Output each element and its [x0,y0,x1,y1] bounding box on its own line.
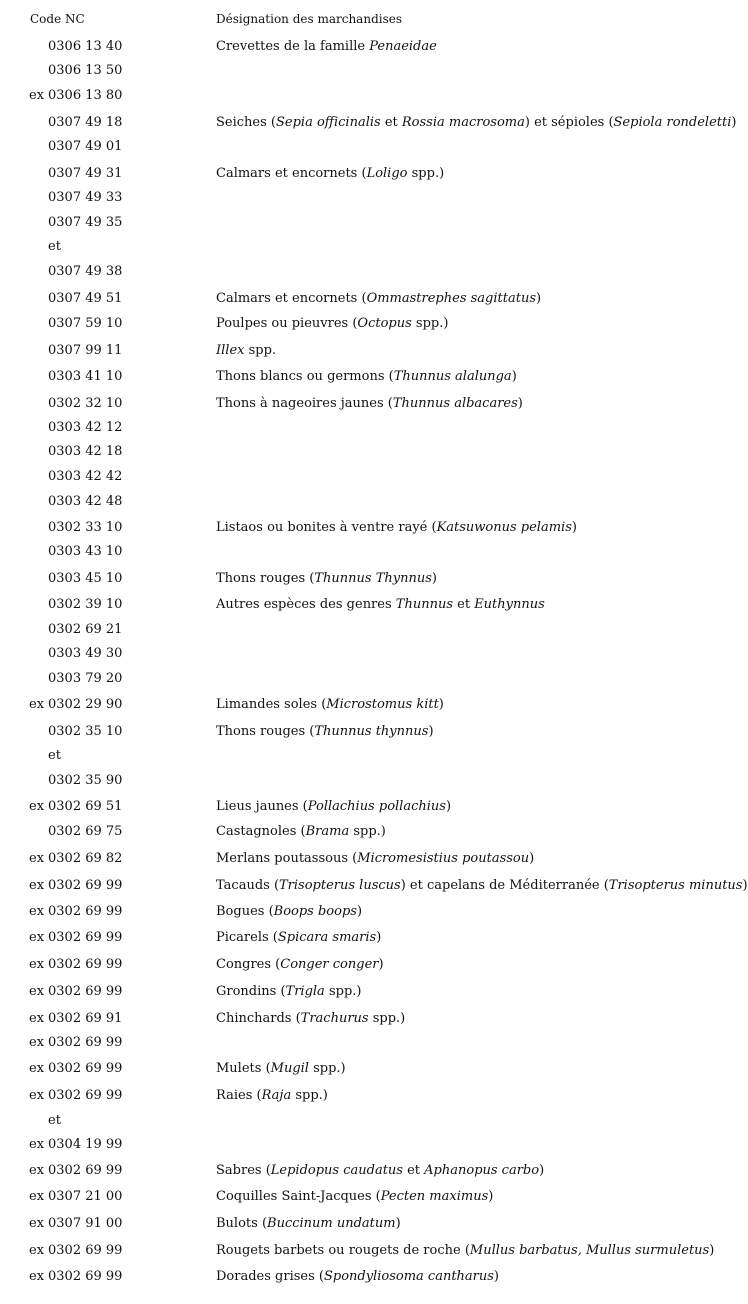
goods-designation [216,38,728,56]
nc-code: 0302 69 82 [48,851,123,866]
goods-designation [216,315,728,333]
designation-text: Limandes soles ( [216,697,327,712]
species-name: Mugil [270,1061,309,1076]
nc-code: 0302 35 10 [48,724,123,739]
nc-code: et [48,1113,61,1128]
nc-code: 0302 69 75 [48,824,123,839]
designation-text: Picarels ( [216,930,278,945]
designation-text: ) [529,851,535,866]
code-prefix: ex [29,1243,45,1258]
designation-text: ) [539,1163,545,1178]
goods-designation [216,903,728,921]
table-header [0,12,736,30]
designation-text: et [380,115,402,130]
designation-text: ) [511,369,517,384]
species-name: Thunnus albacares [392,396,518,411]
designation-text: Thons blancs ou germons ( [216,369,394,384]
designation-text: Bogues ( [216,904,274,919]
code-prefix: ex [29,1216,45,1231]
designation-text: ) [431,571,437,586]
nc-code: 0307 49 18 [48,115,123,130]
goods-designation [216,1060,728,1078]
nc-code: 0302 69 21 [48,622,123,637]
designation-text: Crevettes de la famille [216,39,370,54]
nc-code: 0303 43 10 [48,544,123,559]
nc-code: 0307 59 10 [48,316,123,331]
species-name: Thunnus [395,597,453,612]
goods-designation [216,395,728,413]
nc-code: 0302 69 99 [48,1088,123,1103]
species-name: Spicara smaris [277,930,377,945]
species-name: Raja [261,1088,292,1103]
code-prefix: ex [29,984,45,999]
designation-text: et [402,1163,425,1178]
designation-text: Thons rouges ( [216,724,315,739]
designation-text: ) [536,291,542,306]
designation-column-header: Désignation des marchandises [216,12,403,26]
code-column-header: Code NC [30,12,85,26]
nc-code: 0307 99 11 [48,343,123,358]
designation-text: ) [356,904,363,919]
designation-text: ) [517,396,523,411]
species-name: Octopus [357,316,412,331]
designation-text: ) [731,115,737,130]
nc-code: 0302 29 90 [48,697,123,712]
species-name: Euthynnus [474,597,545,612]
nc-code: 0307 49 01 [48,139,123,154]
designation-text: spp.) [368,1011,406,1026]
species-name: Loligo [366,166,408,181]
nc-code: 0306 13 50 [48,63,123,78]
designation-text: spp.) [349,824,386,839]
nc-code: 0303 42 18 [48,444,123,459]
goods-designation [216,877,748,895]
designation-text: Autres espèces des genres [216,597,396,612]
species-name: Thunnus alalunga [393,369,512,384]
designation-text: ) et capelans de Méditerranée ( [400,878,609,893]
designation-text: Thons à nageoires jaunes ( [216,396,393,411]
designation-text: et [453,597,475,612]
designation-text: Congres ( [216,957,281,972]
species-name: Thunnus thynnus [314,724,429,739]
goods-designation [216,114,737,132]
species-name: Pecten maximus [380,1189,489,1204]
code-prefix: ex [29,88,45,103]
nc-code: 0304 19 99 [48,1137,123,1152]
nc-code: 0302 33 10 [48,520,123,535]
goods-designation [216,696,728,714]
goods-designation [216,850,728,868]
nc-code: 0303 42 48 [48,494,123,509]
nc-code: 0302 39 10 [48,597,123,612]
goods-designation [216,165,728,183]
designation-text: spp.) [308,1061,346,1076]
designation-text: ) [488,1189,494,1204]
goods-designation [216,798,728,816]
nc-code: 0302 69 91 [48,1011,123,1026]
designation-text: spp. [244,343,277,358]
nc-code: 0307 49 31 [48,166,123,181]
designation-text: ) et sépioles ( [524,115,614,130]
nc-code: 0302 69 99 [48,1269,123,1284]
species-name: Thunnus Thynnus [314,571,432,586]
nc-code: et [48,239,61,254]
code-prefix: ex [29,1269,45,1284]
code-prefix: ex [29,930,45,945]
nc-code: 0303 79 20 [48,671,123,686]
code-prefix: ex [29,878,45,893]
species-name: Boops boops [273,904,357,919]
nc-code: 0302 69 99 [48,957,123,972]
designation-text: Seiches ( [216,115,276,130]
code-prefix: ex [29,1061,45,1076]
goods-designation [216,1010,728,1028]
designation-text: ) [378,957,384,972]
species-name: Lepidopus caudatus [270,1163,403,1178]
designation-text: ) [428,724,434,739]
goods-designation [216,570,728,588]
nc-code: 0307 49 51 [48,291,123,306]
goods-designation [216,368,728,386]
goods-designation [216,983,728,1001]
designation-text: Merlans poutassous ( [216,851,358,866]
goods-designation [216,956,728,974]
designation-text: ) [445,799,452,814]
code-prefix: ex [29,1035,45,1050]
code-prefix: ex [29,1011,45,1026]
species-name: Spondyliosoma cantharus [323,1269,494,1284]
nc-code: 0302 69 99 [48,904,123,919]
species-name: Trigla [285,984,325,999]
species-name: Illex [216,343,245,358]
goods-designation [216,1268,728,1286]
designation-text: spp.) [407,166,445,181]
goods-designation [216,596,728,614]
nc-code: 0303 45 10 [48,571,123,586]
nc-code: 0306 13 40 [48,39,123,54]
designation-text: ) [709,1243,715,1258]
species-name: Aphanopus carbo [424,1163,540,1178]
code-prefix: ex [29,1137,45,1152]
code-prefix: ex [29,904,45,919]
designation-text: Thons rouges ( [216,571,315,586]
species-name: Trachurus [300,1011,369,1026]
nc-code: 0302 69 99 [48,1243,123,1258]
designation-text: ) [742,878,748,893]
designation-text: spp.) [291,1088,328,1103]
species-name: Mullus barbatus, Mullus surmuletus [469,1243,710,1258]
designation-text: Chinchards ( [216,1011,301,1026]
species-name: Pollachius pollachius [307,799,446,814]
designation-text: Dorades grises ( [216,1269,324,1284]
species-name: Katsuwonus pelamis [436,520,572,535]
code-prefix: ex [29,957,45,972]
species-name: Micromesistius poutassou [357,851,530,866]
nc-code: 0302 69 99 [48,1163,123,1178]
nc-code: 0307 49 38 [48,264,123,279]
code-prefix: ex [29,851,45,866]
code-prefix: ex [29,1088,45,1103]
designation-text: ) [571,520,577,535]
designation-text: Calmars et encornets ( [216,291,367,306]
goods-designation [216,290,728,308]
nc-code: 0302 69 99 [48,984,123,999]
designation-text: Poulpes ou pieuvres ( [216,316,358,331]
species-name: Penaeidae [369,39,437,54]
nc-code: 0302 69 99 [48,1035,123,1050]
species-name: Buccinum undatum [267,1216,396,1231]
designation-text: ) [376,930,382,945]
nc-code: 0302 69 99 [48,1061,123,1076]
nc-code: 0307 91 00 [48,1216,123,1231]
designation-text: Grondins ( [216,984,286,999]
nc-code: 0303 41 10 [48,369,123,384]
species-name: Sepiola rondeletti [613,115,732,130]
species-name: Ommastrephes sagittatus [366,291,536,306]
goods-designation [216,929,728,947]
nc-code: 0302 35 90 [48,773,123,788]
nc-code: et [48,748,61,763]
code-prefix: ex [29,1189,45,1204]
designation-text: spp.) [324,984,362,999]
nc-code: 0307 49 35 [48,215,123,230]
species-name: Sepia officinalis [275,115,381,130]
species-name: Conger conger [280,957,379,972]
nc-code: 0307 49 33 [48,190,123,205]
species-name: Trisopterus minutus [608,878,743,893]
nc-code: 0303 49 30 [48,646,123,661]
goods-designation [216,823,728,841]
code-prefix: ex [29,1163,45,1178]
designation-text: Listaos ou bonites à ventre rayé ( [216,520,437,535]
designation-text: ) [438,697,444,712]
designation-text: Sabres ( [216,1163,271,1178]
nc-code: 0306 13 80 [48,88,123,103]
designation-text: ) [395,1216,401,1231]
goods-designation [216,723,728,741]
goods-designation [216,1242,728,1260]
designation-text: Bulots ( [216,1216,268,1231]
goods-designation [216,1215,728,1233]
designation-text: Rougets barbets ou rougets de roche ( [216,1243,470,1258]
nc-code: 0302 69 99 [48,878,123,893]
nc-code: 0302 69 51 [48,799,123,814]
designation-text: Mulets ( [216,1061,271,1076]
designation-text: Raies ( [216,1088,262,1103]
designation-text: spp.) [411,316,449,331]
species-name: Microstomus kitt [326,697,439,712]
designation-text: Castagnoles ( [216,824,306,839]
species-name: Trisopterus luscus [279,878,401,893]
nc-code: 0303 42 12 [48,420,123,435]
designation-text: Coquilles Saint-Jacques ( [216,1189,381,1204]
species-name: Brama [305,824,350,839]
nc-code: 0302 69 99 [48,930,123,945]
designation-text: Lieus jaunes ( [216,799,308,814]
nc-code: 0303 42 42 [48,469,123,484]
species-name: Rossia macrosoma [401,115,525,130]
goods-designation [216,1087,728,1105]
code-prefix: ex [29,697,45,712]
code-prefix: ex [29,799,45,814]
designation-text: ) [493,1269,499,1284]
goods-designation [216,342,728,360]
nc-code: 0302 32 10 [48,396,123,411]
designation-text: Calmars et encornets ( [216,166,367,181]
goods-designation [216,519,728,537]
nc-code: 0307 21 00 [48,1189,123,1204]
goods-designation [216,1188,728,1206]
goods-designation [216,1162,728,1180]
designation-text: Tacauds ( [216,878,280,893]
